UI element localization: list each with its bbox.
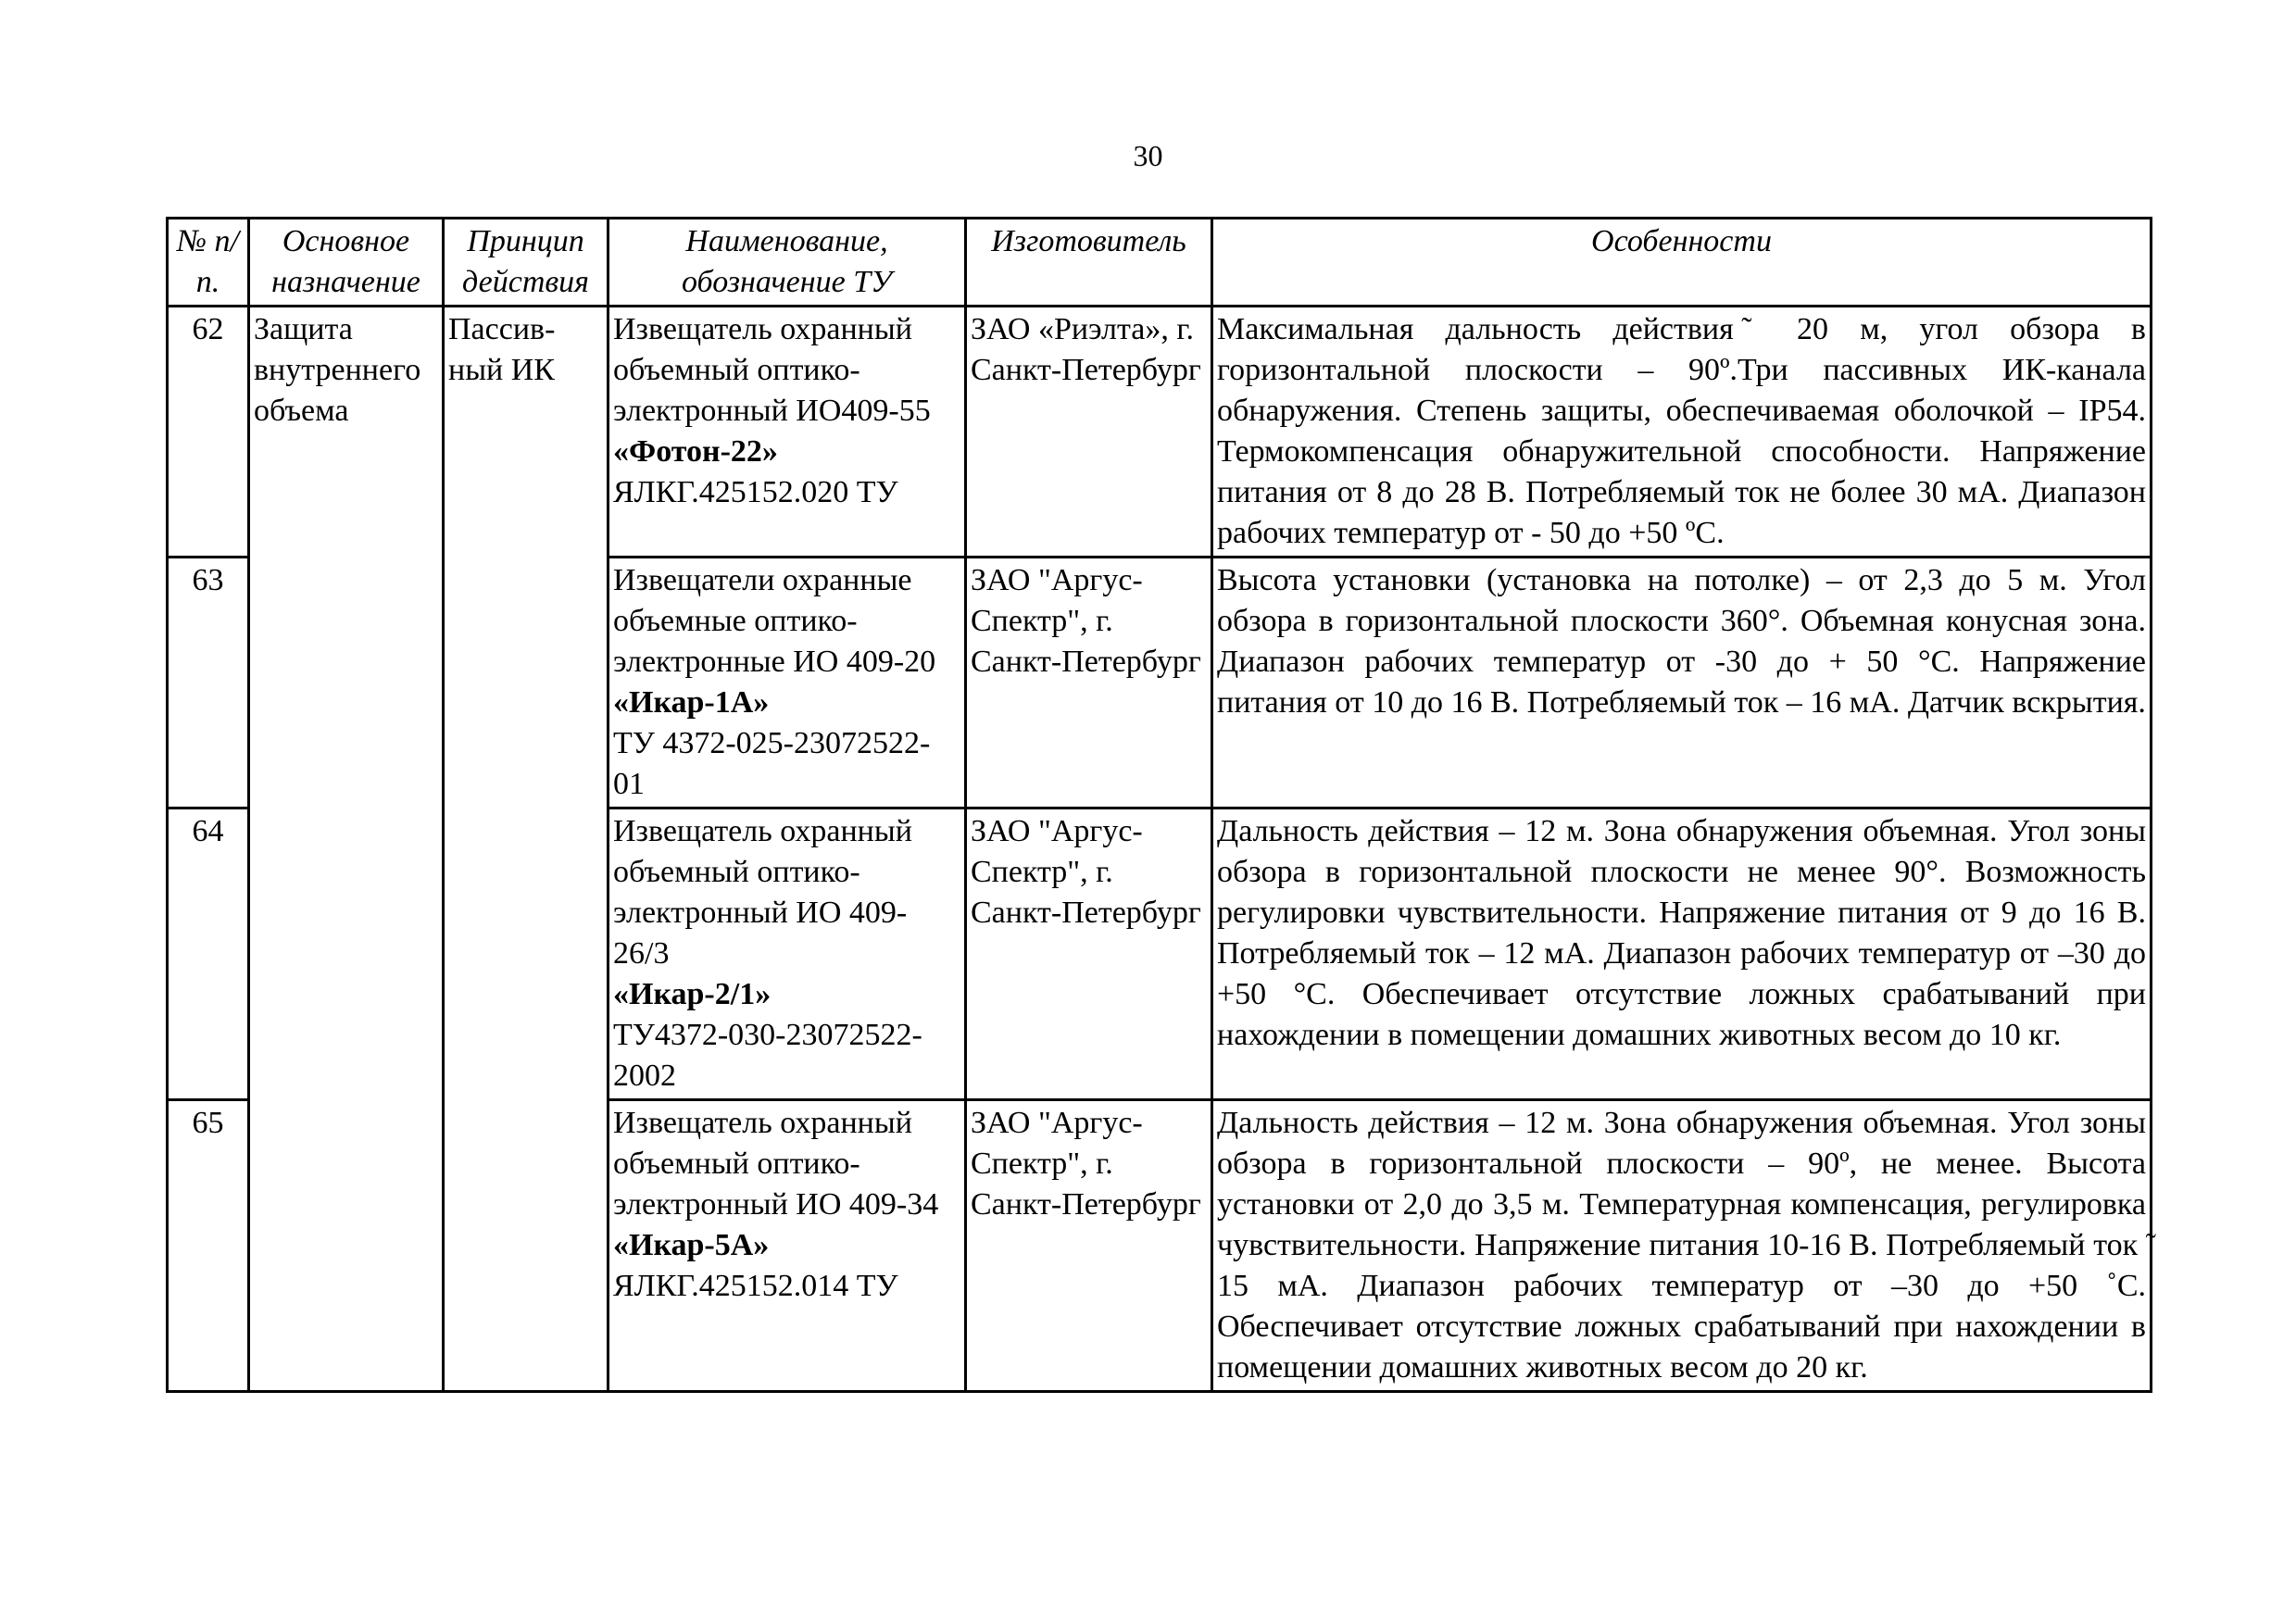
features-cell: Высота установки (установка на потолке) – от 2,3 до 5 м. Угол обзора в горизонтальной плоскости 360°. Объемная конусная зона. Диапазон рабочих температур от -30 до + 50 °С. Напряжение питания от 10 до 16 В. Потребляемый ток – 16 мА. Датчик вскрытия. xyxy=(1212,558,2152,808)
features-cell: Дальность действия – 12 м. Зона обнаружения объемная. Угол зоны обзора в горизонтальной плоскости не менее 90°. Возможность регулировки чувствительности. Напряжение питания от 9 до 16 В. Потребляемый ток – 12 мА. Диапазон рабочих температур от –30 до +50 °С. Обеспечивает отсутствие ложных срабатываний при нахождении в помещении домашних животных весом до 10 кг. xyxy=(1212,808,2152,1100)
table-row xyxy=(168,307,2152,558)
header-num: № п/п. xyxy=(168,219,249,307)
device-spec: ЯЛКГ.425152.014 ТУ xyxy=(613,1269,898,1303)
header-manufacturer: Изготовитель xyxy=(966,219,1212,307)
device-model: «Икар-1А» xyxy=(613,685,770,720)
purpose-cell: Защита внутреннего объема xyxy=(249,307,444,1392)
name-cell xyxy=(609,307,966,558)
device-name: Извещатель охранный объемный оптико-электронный ИО 409-34 xyxy=(613,1106,939,1222)
device-name: Извещатели охранные объемные оптико-электронные ИО 409-20 xyxy=(613,563,936,679)
row-number: 64 xyxy=(168,808,249,1100)
row-number: 63 xyxy=(168,558,249,808)
row-number: 62 xyxy=(168,307,249,558)
header-row xyxy=(168,219,2152,307)
device-spec: ТУ 4372-025-23072522-01 xyxy=(613,726,931,801)
page-number: 30 xyxy=(1133,139,1163,172)
manufacturer-cell: ЗАО "Аргус-Спектр", г. Санкт-Петербург xyxy=(966,1100,1212,1392)
header-features: Особенности xyxy=(1212,219,2152,307)
row-number: 65 xyxy=(168,1100,249,1392)
header-name: Наименование, обозначение ТУ xyxy=(609,219,966,307)
device-spec: ЯЛКГ.425152.020 ТУ xyxy=(613,475,898,509)
principle-cell: Пассив-ный ИК xyxy=(444,307,609,1392)
features-cell: Дальность действия – 12 м. Зона обнаружения объемная. Угол зоны обзора в горизонтальной плоскости – 90º, не менее. Высота установки от 2,0 до 3,5 м. Температурная компенсация, регулировка чувствительности. Напряжение питания 10-16 В. Потребляемый ток ̃ 15 мА. Диапазон рабочих температур от –30 до +50 ˚С. Обеспечивает отсутствие ложных срабатываний при нахождении в помещении домашних животных весом до 20 кг. xyxy=(1212,1100,2152,1392)
manufacturer-cell: ЗАО "Аргус-Спектр", г. Санкт-Петербург xyxy=(966,808,1212,1100)
device-name: Извещатель охранный объемный оптико-электронный ИО409-55 xyxy=(613,312,931,428)
name-cell xyxy=(609,558,966,808)
device-name: Извещатель охранный объемный оптико-электронный ИО 409-26/3 xyxy=(613,814,912,971)
header-purpose: Основное назначение xyxy=(249,219,444,307)
name-cell xyxy=(609,808,966,1100)
header-principle: Принцип действия xyxy=(444,219,609,307)
manufacturer-cell: ЗАО «Риэлта», г. Санкт-Петербург xyxy=(966,307,1212,558)
device-model: «Фотон-22» xyxy=(613,434,778,469)
features-cell: Максимальная дальность действия ̃ 20 м, угол обзора в горизонтальной плоскости – 90º.Три пассивных ИК-канала обнаружения. Степень защиты, обеспечиваемая оболочкой – IP54. Термокомпенсация обнаружительной способности. Напряжение питания от 8 до 28 В. Потребляемый ток не более 30 мА. Диапазон рабочих температур от - 50 до +50 ºС. xyxy=(1212,307,2152,558)
equipment-table xyxy=(166,217,2152,1393)
manufacturer-cell: ЗАО "Аргус-Спектр", г. Санкт-Петербург xyxy=(966,558,1212,808)
device-spec: ТУ4372-030-23072522-2002 xyxy=(613,1018,922,1093)
device-model: «Икар-2/1» xyxy=(613,977,772,1011)
device-model: «Икар-5А» xyxy=(613,1228,770,1262)
name-cell xyxy=(609,1100,966,1392)
